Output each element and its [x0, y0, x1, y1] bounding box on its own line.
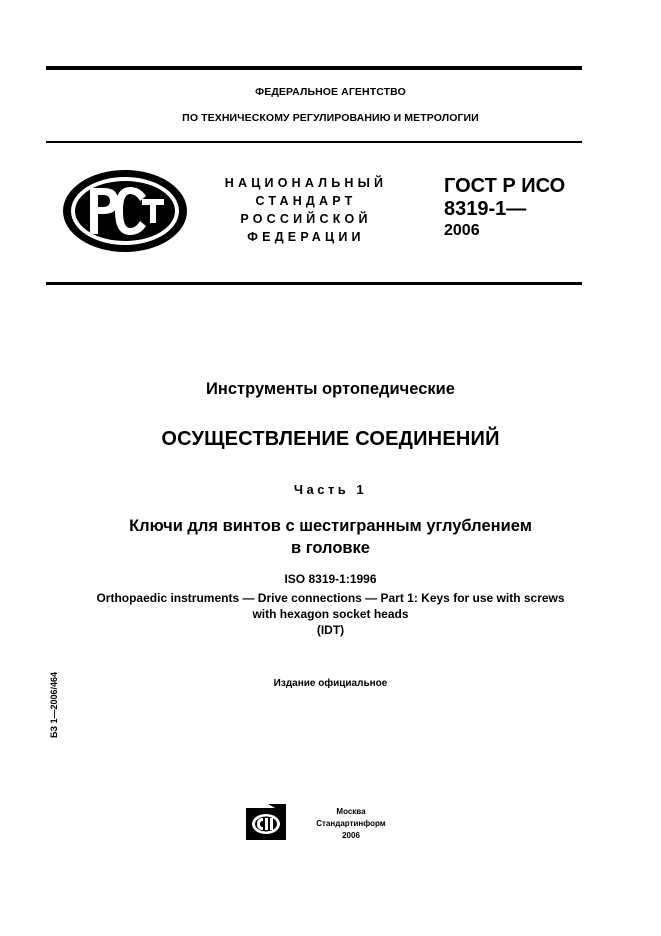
idt-label: (IDT)	[316, 623, 345, 637]
part-title	[0, 515, 661, 559]
gost-designation-line-1: ГОСТ Р ИСО	[444, 175, 566, 197]
part-title-line-1: Ключи для винтов с шестигранным углублением	[129, 517, 532, 535]
rst-gost-logo-icon	[60, 168, 190, 254]
standartinform-logo-icon	[246, 804, 286, 840]
agency-line-2: ПО ТЕХНИЧЕСКОМУ РЕГУЛИРОВАНИЮ И МЕТРОЛОГИИ	[182, 112, 479, 124]
document-title: ОСУЩЕСТВЛЕНИЕ СОЕДИНЕНИЙ	[161, 428, 500, 450]
english-title	[0, 590, 661, 638]
document-subtitle: Инструменты ортопедические	[206, 380, 455, 398]
national-standard-line-2: СТАНДАРТ	[255, 194, 357, 208]
edition-label: Издание официальное	[273, 678, 388, 689]
side-code: БЗ 1—2006/464	[49, 671, 59, 738]
national-standard-line-4: ФЕДЕРАЦИИ	[247, 230, 365, 244]
gost-year: 2006	[444, 222, 480, 239]
mid-rule	[46, 282, 582, 285]
top-rule-thin	[46, 141, 582, 143]
english-title-line-2: with hexagon socket heads	[252, 607, 409, 621]
part-title-line-2: в головке	[291, 539, 370, 557]
gost-designation-line-2: 8319-1—	[444, 198, 527, 220]
part-number: Часть 1	[293, 482, 368, 497]
top-rule-thick	[46, 66, 582, 70]
national-standard-line-3: РОССИЙСКОЙ	[240, 212, 372, 226]
national-standard-line-1: НАЦИОНАЛЬНЫЙ	[224, 176, 388, 190]
publisher-city: Москва	[336, 807, 366, 816]
agency-line-1: ФЕДЕРАЛЬНОЕ АГЕНТСТВО	[255, 86, 406, 98]
english-title-line-1: Orthopaedic instruments — Drive connections — Part 1: Keys for use with screws	[96, 591, 565, 605]
publisher-name: Стандартинформ	[316, 819, 386, 828]
iso-code: ISO 8319-1:1996	[284, 572, 377, 586]
publisher-year: 2006	[342, 831, 360, 840]
